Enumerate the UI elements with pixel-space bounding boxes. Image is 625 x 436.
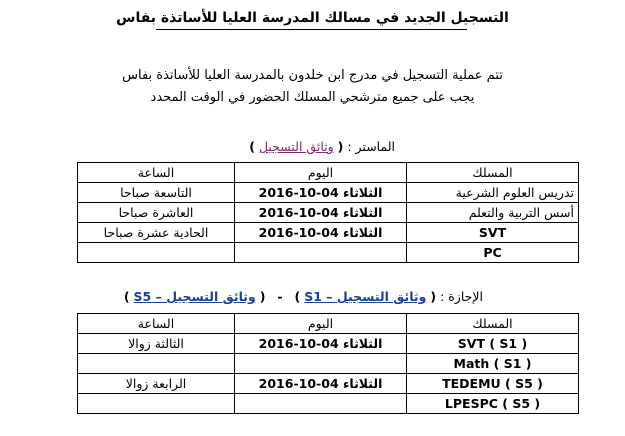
- day-cell: [235, 394, 407, 414]
- header-track: المسلك: [407, 163, 579, 183]
- licence-label: الإجازة :: [440, 289, 483, 304]
- master-table: [77, 162, 579, 263]
- header-hour: الساعة: [78, 163, 235, 183]
- table-row: [78, 203, 579, 223]
- table-row: [78, 334, 579, 354]
- licence-s5-documents-link[interactable]: وثائق التسجيل – S5: [133, 289, 256, 304]
- hour-cell: [78, 243, 235, 263]
- hour-cell: العاشرة صباحا: [78, 203, 235, 223]
- hour-cell: الرابعة زوالا: [78, 374, 235, 394]
- day-cell: الثلاثاء 04-10-2016: [235, 223, 407, 243]
- track-cell: أسس التربية والتعلم: [407, 203, 579, 223]
- master-label: الماستر :: [347, 139, 395, 154]
- licence-paren-open-1: (: [430, 289, 437, 304]
- day-cell: [235, 243, 407, 263]
- table-header-row: [78, 163, 579, 183]
- table-row: [78, 183, 579, 203]
- header-day: اليوم: [235, 314, 407, 334]
- day-cell: [235, 354, 407, 374]
- track-cell: SVT ( S1 ): [407, 334, 579, 354]
- licence-paren-open-2: (: [259, 289, 266, 304]
- track-cell: تدريس العلوم الشرعية: [407, 183, 579, 203]
- table-row: [78, 394, 579, 414]
- table-row: [78, 243, 579, 263]
- page-title: التسجيل الجديد في مسالك المدرسة العليا للأساتذة بفاس: [116, 10, 509, 26]
- day-cell: الثلاثاء 04-10-2016: [235, 203, 407, 223]
- header-track: المسلك: [407, 314, 579, 334]
- table-row: [78, 354, 579, 374]
- master-heading: [249, 139, 395, 154]
- hour-cell: [78, 394, 235, 414]
- track-cell: Math ( S1 ): [407, 354, 579, 374]
- track-cell: LPESPC ( S5 ): [407, 394, 579, 414]
- licence-dash: -: [277, 289, 283, 304]
- licence-table: [77, 313, 579, 414]
- hour-cell: التاسعة صباحا: [78, 183, 235, 203]
- licence-paren-close-1: ): [294, 289, 301, 304]
- master-paren-open: (: [337, 139, 344, 154]
- track-cell: PC: [407, 243, 579, 263]
- header-hour: الساعة: [78, 314, 235, 334]
- day-cell: الثلاثاء 04-10-2016: [235, 334, 407, 354]
- track-cell: SVT: [407, 223, 579, 243]
- licence-heading: [124, 289, 483, 304]
- header-day: اليوم: [235, 163, 407, 183]
- day-cell: الثلاثاء 04-10-2016: [235, 183, 407, 203]
- master-paren-close: ): [249, 139, 255, 154]
- table-header-row: [78, 314, 579, 334]
- licence-s1-documents-link[interactable]: وثائق التسجيل – S1: [304, 289, 427, 304]
- intro-line-2: يجب على جميع مترشحي المسلك الحضور في الوقت المحدد: [150, 90, 475, 105]
- day-cell: الثلاثاء 04-10-2016: [235, 374, 407, 394]
- master-documents-link[interactable]: وثائق التسجيل: [258, 139, 334, 154]
- hour-cell: الثالثة زوالا: [78, 334, 235, 354]
- licence-paren-close-2: ): [123, 289, 130, 304]
- track-cell: TEDEMU ( S5 ): [407, 374, 579, 394]
- table-row: [78, 223, 579, 243]
- table-row: [78, 374, 579, 394]
- intro-line-1: تتم عملية التسجيل في مدرج ابن خلدون بالمدرسة العليا للأساتذة بفاس: [122, 68, 503, 83]
- hour-cell: [78, 354, 235, 374]
- title-underline: [156, 29, 467, 30]
- hour-cell: الحادية عشرة صباحا: [78, 223, 235, 243]
